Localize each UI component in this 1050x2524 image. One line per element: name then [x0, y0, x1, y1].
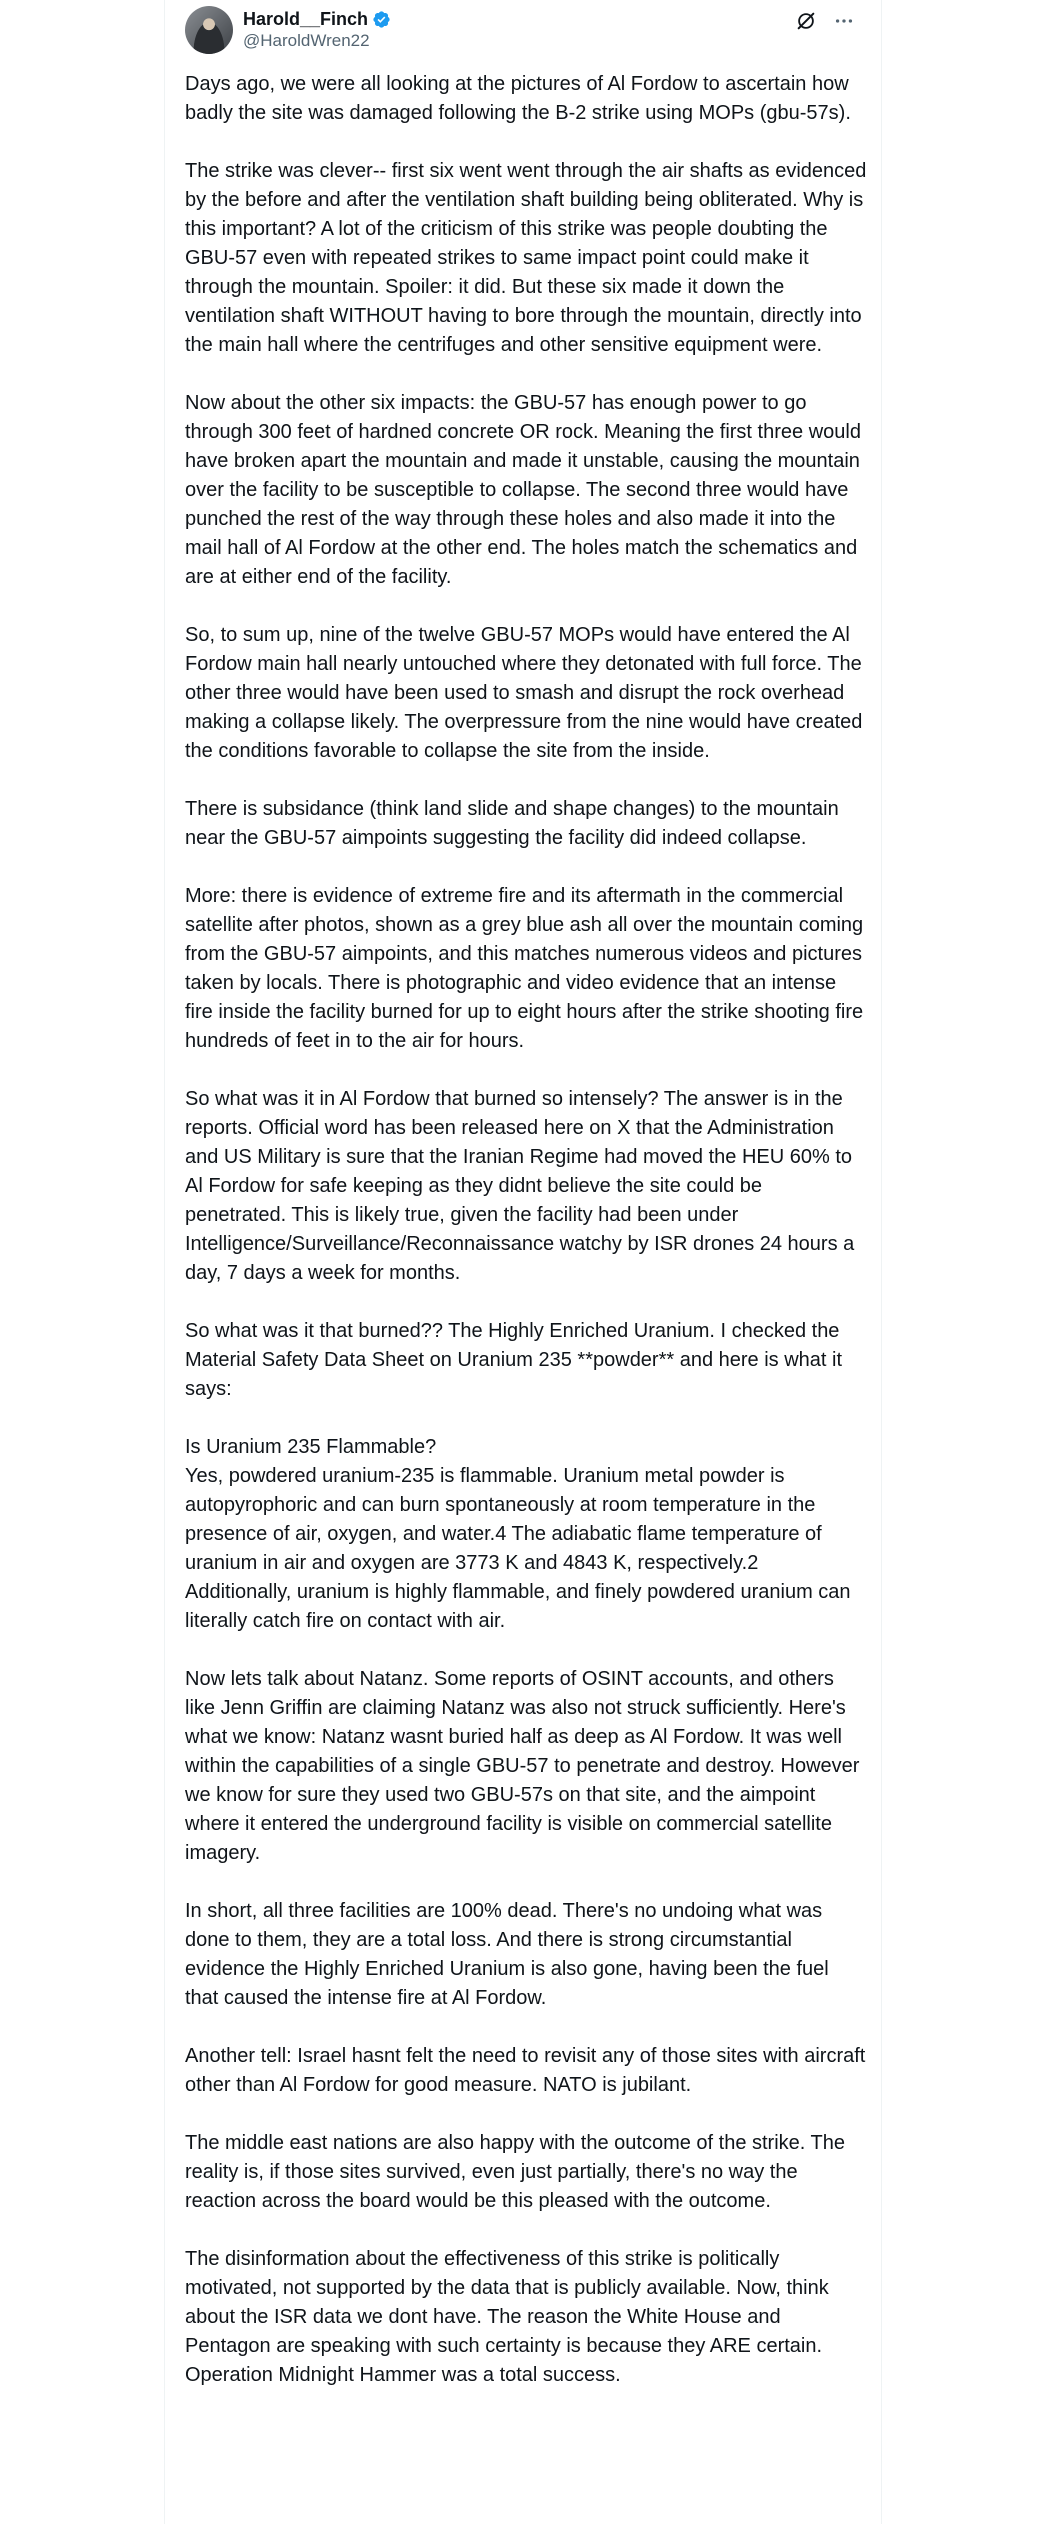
avatar-image — [185, 6, 233, 54]
tweet-paragraph: So, to sum up, nine of the twelve GBU-57 MOPs would have entered the Al Fordow main hall nearly untouched where they detonated with full force. The other three would have been used to smash and disrupt the rock overhead making a collapse likely. The overpressure from the nine would have created the conditions favorable to collapse the site from the inside. — [185, 624, 863, 762]
author-handle[interactable]: @HaroldWren22 — [243, 31, 370, 50]
tweet-paragraph: Now lets talk about Natanz. Some reports of OSINT accounts, and others like Jenn Griffin are claiming Natanz was also not struck sufficiently. Here's what we know: Natanz wasnt buried half as deep as Al Fordow. It was well within the capabilities of a single GBU-57 to penetrate and destroy. However we know for sure they used two GBU-57s on that site, and the aimpoint where it entered the underground facility is visible on commercial satellite imagery. — [185, 1668, 860, 1864]
tweet-paragraph: The disinformation about the effectiveness of this strike is politically motivated, not supported by the data that is publicly available. Now, think about the ISR data we dont have. The reason the White House and Pentagon are speaking with such certainty is because they ARE certain. Operation Midnight Hammer was a total success. — [185, 2248, 829, 2386]
tweet-paragraph: Another tell: Israel hasnt felt the need to revisit any of those sites with aircraft other than Al Fordow for good measure. NATO is jubilant. — [185, 2045, 866, 2096]
tweet-paragraph: So what was it that burned?? The Highly Enriched Uranium. I checked the Material Safety Data Sheet on Uranium 235 **powder** and here is what it says: — [185, 1320, 843, 1400]
author-names — [243, 8, 391, 51]
tweet-text — [185, 70, 867, 2390]
tweet-paragraph: In short, all three facilities are 100% dead. There's no undoing what was done to them, they are a total loss. And there is strong circumstantial evidence the Highly Enriched Uranium is also gone, having been the fuel that caused the intense fire at Al Fordow. — [185, 1900, 829, 2009]
display-name-row — [243, 8, 391, 30]
tweet-header — [185, 6, 865, 54]
grok-icon[interactable] — [795, 10, 817, 32]
tweet-paragraph: The strike was clever-- first six went went through the air shafts as evidenced by the before and after the ventilation shaft building being obliterated. Why is this important? A lot of the criticism of this strike was people doubting the GBU-57 even with repeated strikes to same impact point could make it through the mountain. Spoiler: it did. But these six made it down the ventilation shaft WITHOUT having to bore through the mountain, directly into the main hall where the centrifuges and other sensitive equipment were. — [185, 160, 867, 356]
tweet-paragraph: More: there is evidence of extreme fire and its aftermath in the commercial satellite after photos, shown as a grey blue ash all over the mountain coming from the GBU-57 aimpoints, and this matches numerous videos and pictures taken by locals. There is photographic and video evidence that an intense fire inside the facility burned for up to eight hours after the strike shooting fire hundreds of feet in to the air for hours. — [185, 885, 864, 1052]
tweet-paragraph: Days ago, we were all looking at the pictures of Al Fordow to ascertain how badly the site was damaged following the B-2 strike using MOPs (gbu-57s). — [185, 73, 851, 124]
tweet-paragraph: So what was it in Al Fordow that burned so intensely? The answer is in the reports. Official word has been released here on X that the Administration and US Military is sure that the Iranian Regime had moved the HEU 60% to Al Fordow for safe keeping as they didnt believe the site could be penetrated. This is likely true, given the facility had been under Intelligence/Surveillance/Reconnaissance watchy by ISR drones 24 hours a day, 7 days a week for months. — [185, 1088, 855, 1284]
avatar[interactable] — [185, 6, 233, 54]
tweet-paragraph: The middle east nations are also happy with the outcome of the strike. The reality is, if those sites survived, even just partially, there's no way the reaction across the board would be this pleased with the outcome. — [185, 2132, 845, 2212]
verified-badge-icon — [372, 10, 391, 29]
display-name[interactable]: Harold__Finch — [243, 8, 369, 29]
tweet-paragraph: Now about the other six impacts: the GBU-57 has enough power to go through 300 feet of hardned concrete OR rock. Meaning the first three would have broken apart the mountain and made it unstable, causing the mountain over the facility to be susceptible to collapse. The second three would have punched the rest of the way through these holes and also made it into the mail hall of Al Fordow at the other end. The holes match the schematics and are at either end of the facility. — [185, 392, 861, 588]
more-options-icon[interactable] — [833, 10, 855, 32]
tweet-card — [164, 0, 882, 2524]
tweet-paragraph: Is Uranium 235 Flammable? Yes, powdered uranium-235 is flammable. Uranium metal powder is autopyrophoric and can burn spontaneously at room temperature in the presence of air, oxygen, and water.4 The adiabatic flame temperature of uranium in air and oxygen are 3773 K and 4843 K, respectively.2 Additionally, uranium is highly flammable, and finely powdered uranium can literally catch fire on contact with air. — [185, 1436, 851, 1632]
tweet-paragraph: There is subsidance (think land slide and shape changes) to the mountain near the GBU-57 aimpoints suggesting the facility did indeed collapse. — [185, 798, 839, 849]
